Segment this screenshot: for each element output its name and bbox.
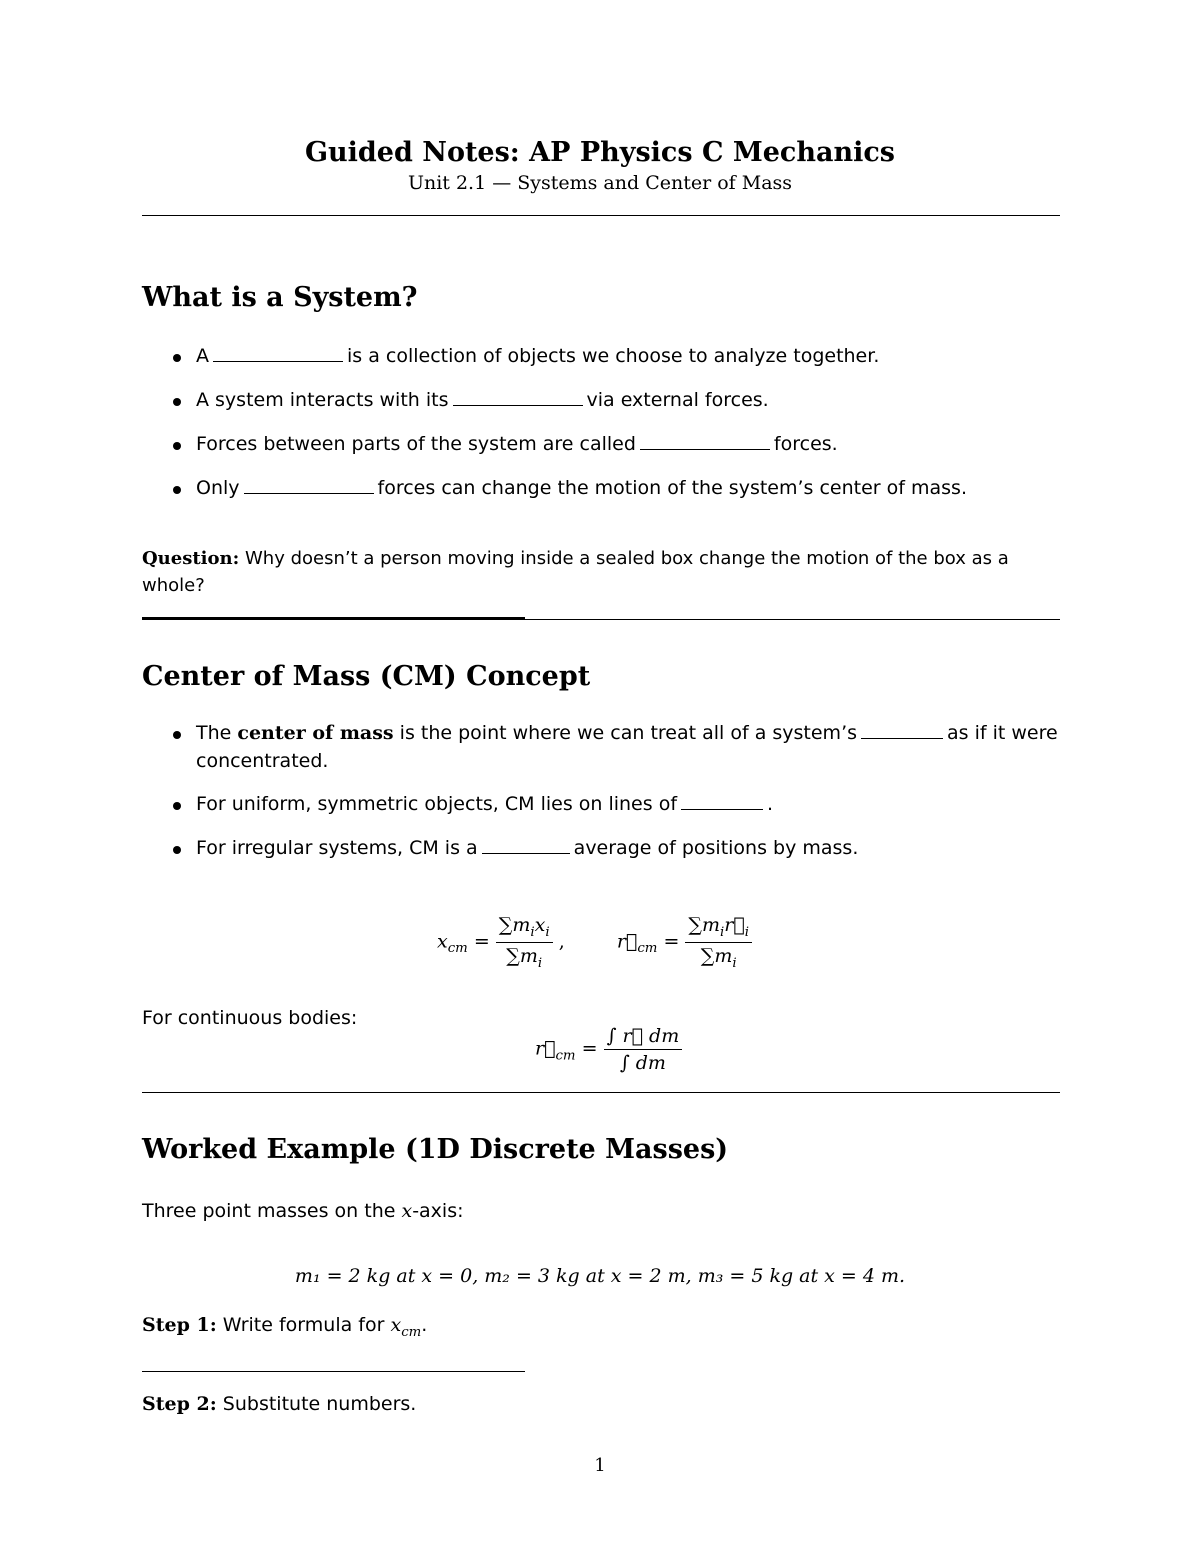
bullet-dot — [173, 442, 181, 450]
bullet-dot — [173, 731, 181, 739]
section-heading-cm: Center of Mass (CM) Concept — [142, 661, 591, 692]
bullet-dot — [173, 802, 181, 810]
fill-in-blank[interactable] — [453, 405, 583, 406]
bullet-dot — [173, 486, 181, 494]
list-item: Forces between parts of the system are called forces. — [196, 433, 838, 455]
question-line2: whole? — [142, 575, 205, 596]
continuous-label: For continuous bodies: — [142, 1007, 358, 1029]
section-rule — [142, 619, 1060, 620]
masses-statement: m₁ = 2 kg at x = 0, m₂ = 3 kg at x = 2 m, m₃ = 5 kg at x = 4 m. — [294, 1265, 906, 1287]
bullet-dot — [173, 354, 181, 362]
fill-in-blank[interactable] — [640, 449, 770, 450]
fill-in-blank[interactable] — [213, 361, 343, 362]
section-heading-example: Worked Example (1D Discrete Masses) — [142, 1134, 729, 1165]
list-item: For irregular systems, CM is a average of positions by mass. — [196, 837, 859, 859]
step2: Step 2: Substitute numbers. — [142, 1393, 417, 1415]
list-item: The center of mass is the point where we can treat all of a system’s as if it were — [196, 722, 1058, 744]
section-heading-system: What is a System? — [142, 282, 418, 313]
list-item: Only forces can change the motion of the system’s center of mass. — [196, 477, 967, 499]
cm-formula-discrete: $x_{cm}$ = $\frac{\sum m_ix_i}{\sum m_i}$ , $r⃗_{cm}$ = $\frac{\sum m_ir⃗_i}{\sum m_i}$ — [437, 914, 752, 971]
step1: Step 1: Write formula for $x_{cm}$. — [142, 1314, 428, 1340]
section-rule — [142, 1092, 1060, 1093]
page-title: Guided Notes: AP Physics C Mechanics — [304, 137, 895, 168]
header-rule — [142, 215, 1060, 216]
bullet-dot — [173, 398, 181, 406]
bullet-dot — [173, 846, 181, 854]
list-item: For uniform, symmetric objects, CM lies on lines of . — [196, 793, 774, 815]
list-item: A is a collection of objects we choose to analyze together. — [196, 345, 880, 367]
fill-in-blank[interactable] — [244, 493, 374, 494]
example-intro: Three point masses on the x-axis: — [142, 1200, 464, 1222]
question-label: Question: — [142, 548, 240, 569]
page-number: 1 — [594, 1455, 606, 1476]
page-subtitle: Unit 2.1 — Systems and Center of Mass — [407, 172, 793, 194]
fill-in-blank[interactable] — [861, 738, 943, 739]
fill-in-blank[interactable] — [482, 853, 570, 854]
fill-in-blank[interactable] — [681, 809, 763, 810]
list-item: A system interacts with its via external forces. — [196, 389, 769, 411]
list-item-continuation: concentrated. — [196, 750, 329, 772]
cm-formula-continuous: $r⃗_{cm}$ = $\frac{\int r⃗ dm}{\int dm}$ — [535, 1025, 682, 1074]
question-line1: Question: Why doesn’t a person moving inside a sealed box change the motion of the box as a — [142, 548, 1009, 569]
answer-line[interactable] — [142, 1371, 525, 1372]
